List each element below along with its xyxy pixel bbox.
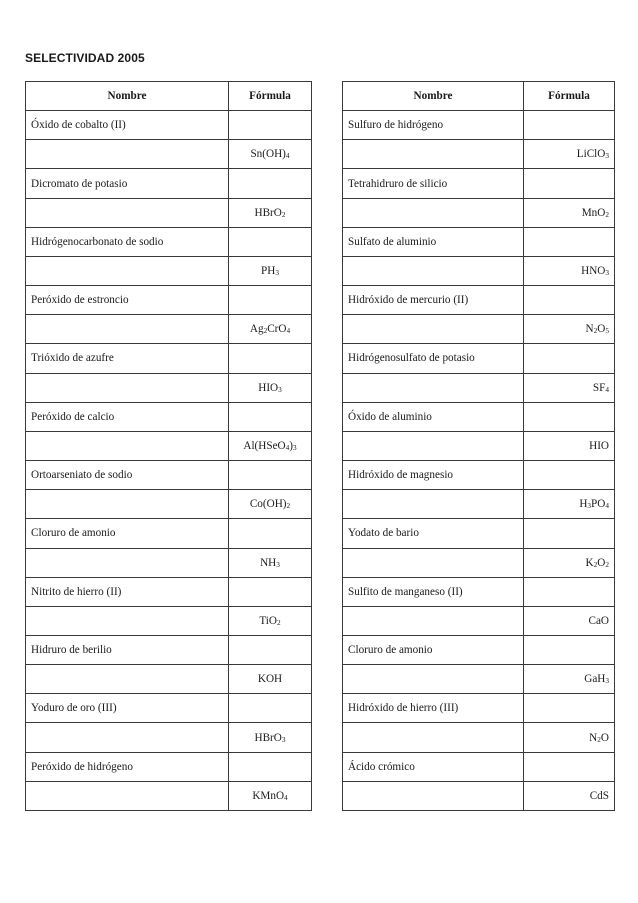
formula-text: PO (591, 498, 606, 511)
formula-subscript: 4 (605, 502, 609, 511)
table-row (26, 140, 312, 169)
formula-text: ) (289, 439, 293, 452)
formula-text: CrO (267, 323, 287, 336)
table-row (26, 227, 312, 256)
table-row (343, 490, 615, 519)
table-row (343, 781, 615, 810)
formula-cell (229, 111, 312, 140)
compound-name-cell (26, 140, 229, 169)
compound-name-cell: Hidrógenosulfato de potasio (343, 344, 524, 373)
table-row (26, 694, 312, 723)
formula-cell (524, 111, 615, 140)
compound-name-cell: Hidróxido de mercurio (II) (343, 286, 524, 315)
formula-cell (524, 169, 615, 198)
compound-name-cell (26, 665, 229, 694)
table-row (26, 490, 312, 519)
table-row (343, 635, 615, 664)
formula-cell (229, 402, 312, 431)
compound-name-cell (343, 606, 524, 635)
table-row (26, 606, 312, 635)
formula-text: GaH (584, 673, 606, 686)
formula-cell (524, 665, 615, 694)
formula-cell (229, 606, 312, 635)
compound-name-cell: Tetrahidruro de silicio (343, 169, 524, 198)
compound-name-cell (343, 490, 524, 519)
table-row (343, 286, 615, 315)
compound-name-cell: Hidruro de berilio (26, 635, 229, 664)
table-row (343, 140, 615, 169)
formula-text: K (585, 556, 594, 569)
formula-text: H (579, 498, 588, 511)
formula-cell (524, 548, 615, 577)
formula-column-header: Fórmula (524, 82, 615, 111)
formula-cell (524, 315, 615, 344)
compound-name-cell (343, 373, 524, 402)
formula-subscript: 2 (593, 560, 598, 569)
table-row (26, 169, 312, 198)
formula-cell (524, 781, 615, 810)
compound-name-cell (26, 373, 229, 402)
formula-text: O (597, 323, 606, 336)
formula-text: CaO (588, 614, 609, 627)
table-row (343, 373, 615, 402)
formula-cell (524, 461, 615, 490)
formula-subscript: 4 (286, 327, 291, 336)
formula-cell (524, 256, 615, 285)
formula-cell (229, 577, 312, 606)
header-row (26, 82, 312, 111)
formula-subscript: 3 (276, 560, 280, 569)
table-row (343, 402, 615, 431)
table-row (26, 373, 312, 402)
formula-subscript: 4 (285, 444, 290, 453)
formula-subscript: 2 (286, 502, 291, 511)
formula-subscript: 2 (263, 327, 268, 336)
formula-cell (524, 373, 615, 402)
compound-name-cell (26, 606, 229, 635)
table-row (343, 694, 615, 723)
formula-text: PH (261, 265, 276, 278)
table-row (343, 519, 615, 548)
formula-subscript: 3 (605, 269, 609, 278)
formula-text: LiClO (576, 148, 606, 161)
compound-name-cell: Nitrito de hierro (II) (26, 577, 229, 606)
compound-name-cell (26, 723, 229, 752)
compound-name-cell: Óxido de aluminio (343, 402, 524, 431)
formula-column-header: Fórmula (229, 82, 312, 111)
formula-text: NH (260, 556, 277, 569)
formula-cell (229, 431, 312, 460)
compound-name-cell: Hidróxido de magnesio (343, 461, 524, 490)
compound-name-cell (343, 665, 524, 694)
formula-cell (229, 461, 312, 490)
formula-cell (524, 402, 615, 431)
compound-name-cell: Yoduro de oro (III) (26, 694, 229, 723)
table-row (26, 198, 312, 227)
formula-text: Ag (249, 323, 264, 336)
table-row (26, 781, 312, 810)
compound-name-cell (343, 548, 524, 577)
right-compound-table (342, 81, 615, 811)
table-row (26, 665, 312, 694)
formula-text: CdS (589, 789, 609, 802)
table-row (26, 577, 312, 606)
table-row (343, 256, 615, 285)
table-row (26, 431, 312, 460)
formula-cell (524, 431, 615, 460)
formula-cell (229, 781, 312, 810)
table-row (26, 344, 312, 373)
compound-name-cell: Yodato de bario (343, 519, 524, 548)
compound-name-cell (343, 256, 524, 285)
formula-text: KMnO (252, 789, 285, 802)
formula-text: TiO (259, 614, 277, 627)
table-row (343, 723, 615, 752)
formula-cell (524, 198, 615, 227)
formula-cell (524, 694, 615, 723)
formula-cell (524, 606, 615, 635)
formula-cell (524, 577, 615, 606)
compound-name-cell (343, 140, 524, 169)
formula-text: Co(OH) (249, 498, 287, 511)
table-row (343, 548, 615, 577)
formula-text: N (585, 323, 594, 336)
formula-subscript: 3 (293, 444, 297, 453)
table-row (26, 461, 312, 490)
compound-name-cell: Ortoarseniato de sodio (26, 461, 229, 490)
formula-cell (229, 373, 312, 402)
formula-cell (229, 198, 312, 227)
formula-text: O (600, 731, 609, 744)
formula-cell (524, 519, 615, 548)
compound-name-cell: Sulfato de aluminio (343, 227, 524, 256)
formula-text: MnO (581, 206, 606, 219)
formula-cell (524, 723, 615, 752)
compound-name-cell (343, 315, 524, 344)
formula-subscript: 3 (605, 677, 609, 686)
formula-subscript: 3 (275, 269, 279, 278)
formula-cell (524, 286, 615, 315)
table-row (26, 723, 312, 752)
table-row (26, 256, 312, 285)
formula-text: O (597, 556, 606, 569)
compound-name-cell (26, 431, 229, 460)
formula-cell (524, 490, 615, 519)
formula-text: HNO (581, 265, 606, 278)
table-row (343, 606, 615, 635)
compound-name-cell (26, 315, 229, 344)
compound-name-cell: Sulfuro de hidrógeno (343, 111, 524, 140)
formula-cell (229, 665, 312, 694)
formula-cell (524, 140, 615, 169)
compound-name-cell: Óxido de cobalto (II) (26, 111, 229, 140)
table-row (26, 519, 312, 548)
formula-subscript: 3 (605, 152, 609, 161)
compound-name-cell: Hidrógenocarbonato de sodio (26, 227, 229, 256)
table-row (26, 286, 312, 315)
table-row (343, 577, 615, 606)
formula-subscript: 3 (587, 502, 592, 511)
formula-cell (229, 169, 312, 198)
compound-name-cell: Trióxido de azufre (26, 344, 229, 373)
formula-subscript: 2 (281, 210, 286, 219)
table-row (343, 227, 615, 256)
formula-subscript: 2 (605, 210, 609, 219)
table-row (343, 169, 615, 198)
name-column-header: Nombre (26, 82, 229, 111)
formula-subscript: 2 (277, 618, 281, 627)
compound-name-cell: Hidróxido de hierro (III) (343, 694, 524, 723)
formula-cell (229, 490, 312, 519)
formula-cell (229, 635, 312, 664)
formula-text: KOH (257, 673, 283, 686)
table-row (26, 548, 312, 577)
formula-cell (229, 752, 312, 781)
compound-name-cell (26, 198, 229, 227)
compound-name-cell (343, 781, 524, 810)
formula-text: SF (592, 381, 606, 394)
compound-name-cell: Ácido crómico (343, 752, 524, 781)
formula-subscript: 4 (284, 793, 288, 802)
formula-cell (524, 635, 615, 664)
formula-cell (229, 548, 312, 577)
formula-subscript: 2 (597, 735, 601, 744)
header-row (343, 82, 615, 111)
compound-name-cell: Dicromato de potasio (26, 169, 229, 198)
table-row (343, 198, 615, 227)
table-row (343, 752, 615, 781)
compound-name-cell: Peróxido de calcio (26, 402, 229, 431)
compound-name-cell (26, 548, 229, 577)
compound-name-cell (26, 490, 229, 519)
formula-cell (229, 315, 312, 344)
formula-cell (229, 694, 312, 723)
table-row (343, 111, 615, 140)
formula-subscript: 2 (593, 327, 598, 336)
page-title: SELECTIVIDAD 2005 (25, 51, 145, 65)
formula-text: HBrO (254, 206, 282, 219)
formula-text: Sn(OH) (250, 148, 286, 161)
table-row (26, 111, 312, 140)
formula-cell (229, 256, 312, 285)
formula-cell (229, 286, 312, 315)
compound-name-cell: Sulfito de manganeso (II) (343, 577, 524, 606)
formula-text: HIO (589, 439, 609, 452)
compound-name-cell: Cloruro de amonio (26, 519, 229, 548)
formula-subscript: 5 (605, 327, 609, 336)
compound-name-cell (343, 431, 524, 460)
compound-name-cell: Peróxido de estroncio (26, 286, 229, 315)
formula-subscript: 4 (605, 385, 609, 394)
formula-cell (229, 227, 312, 256)
formula-text: HBrO (254, 731, 282, 744)
formula-subscript: 4 (285, 152, 290, 161)
formula-text: HIO (258, 381, 279, 394)
formula-subscript: 2 (605, 560, 609, 569)
table-row (26, 402, 312, 431)
formula-cell (229, 344, 312, 373)
table-row (26, 635, 312, 664)
compound-name-cell (343, 723, 524, 752)
table-row (343, 461, 615, 490)
formula-cell (229, 723, 312, 752)
table-row (343, 344, 615, 373)
formula-cell (524, 344, 615, 373)
formula-subscript: 3 (278, 385, 282, 394)
compound-name-cell: Peróxido de hidrógeno (26, 752, 229, 781)
compound-name-cell: Cloruro de amonio (343, 635, 524, 664)
formula-cell (229, 140, 312, 169)
table-row (26, 752, 312, 781)
formula-text: Al(HSeO (243, 439, 286, 452)
table-row (343, 665, 615, 694)
compound-name-cell (26, 256, 229, 285)
formula-cell (229, 519, 312, 548)
formula-text: N (589, 731, 598, 744)
compound-name-cell (26, 781, 229, 810)
formula-cell (524, 752, 615, 781)
table-row (26, 315, 312, 344)
table-row (343, 315, 615, 344)
formula-subscript: 3 (281, 735, 286, 744)
left-compound-table (25, 81, 312, 811)
name-column-header: Nombre (343, 82, 524, 111)
formula-cell (524, 227, 615, 256)
table-row (343, 431, 615, 460)
compound-name-cell (343, 198, 524, 227)
